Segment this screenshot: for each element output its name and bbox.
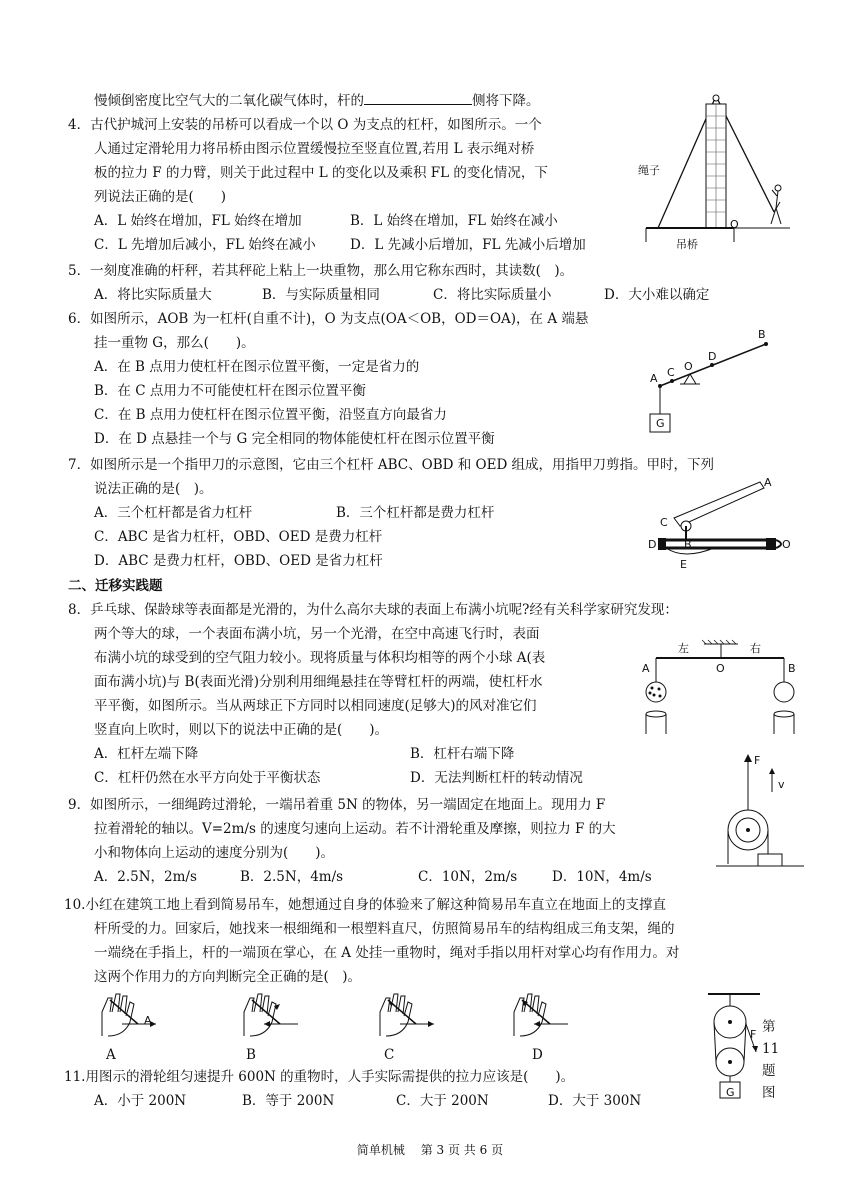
q8-balance-figure bbox=[638, 638, 798, 738]
q9-option-b[interactable]: B．2.5N，4m/s bbox=[240, 869, 344, 885]
q9-option-c[interactable]: C．10N，2m/s bbox=[418, 869, 518, 885]
q10-stem-4: 这两个作用力的方向判断完全正确的是( )。 bbox=[94, 969, 362, 985]
fig-label-right: 右 bbox=[750, 642, 761, 655]
q4-stem-3: 板的拉力 F 的力臂，则关于此过程中 L 的变化以及乘积 FL 的变化情况，下 bbox=[94, 165, 548, 181]
q7-stem-1: 7．如图所示是一个指甲刀的示意图，它由三个杠杆 ABC、OBD 和 OED 组成，用指甲刀剪指。甲时，下列 bbox=[68, 457, 715, 473]
q8-stem-6: 竖直向上吹时，则以下的说法中正确的是( )。 bbox=[94, 722, 389, 738]
q6-option-d[interactable]: D．在 D 点悬挂一个与 G 完全相同的物体能使杠杆在图示位置平衡 bbox=[94, 431, 495, 447]
q9-stem-2: 拉着滑轮的轴以。V=2m/s 的速度匀速向上运动。若不计滑轮重及摩擦，则拉力 F 的大 bbox=[94, 821, 616, 837]
fig-label-left: 左 bbox=[678, 642, 689, 655]
q9-option-d[interactable]: D．10N，4m/s bbox=[552, 869, 652, 885]
section-heading: 二、迁移实践题 bbox=[68, 578, 163, 594]
q7-nail-clipper-figure bbox=[644, 474, 794, 574]
fig-label-b: B bbox=[788, 662, 796, 675]
fig-label-g: G bbox=[726, 1086, 735, 1099]
q4-drawbridge-figure bbox=[636, 92, 796, 252]
fig-label-d: D bbox=[648, 538, 657, 551]
q8-stem-2: 两个等大的球，一个表面布满小坑，另一个光滑，在空中高速飞行时，表面 bbox=[94, 626, 540, 642]
q11-option-d[interactable]: D．大于 300N bbox=[548, 1093, 642, 1109]
q4-option-c[interactable]: C．L 先增加后减小，FL 始终在减小 bbox=[94, 237, 316, 253]
fig-label-c: C bbox=[667, 366, 675, 379]
q11-caption-1: 第 bbox=[762, 1019, 776, 1035]
fig-label-o: O bbox=[716, 662, 725, 675]
fig-label-a: A bbox=[764, 476, 772, 489]
answer-blank[interactable] bbox=[364, 92, 472, 105]
q5-option-d[interactable]: D．大小难以确定 bbox=[604, 287, 710, 303]
q5-stem: 5．一刻度准确的杆秤，若其秤砣上粘上一块重物，那么用它称东西时，其读数( )。 bbox=[68, 263, 574, 279]
q9-stem-1: 9．如图所示，一细绳跨过滑轮，一端吊着重 5N 的物体，另一端固定在地面上。现用力 F bbox=[68, 797, 606, 813]
q6-option-a[interactable]: A．在 B 点用力使杠杆在图示位置平衡，一定是省力的 bbox=[94, 359, 420, 375]
q10-option-c[interactable]: C bbox=[384, 1047, 395, 1063]
q8-option-c[interactable]: C．杠杆仍然在水平方向处于平衡状态 bbox=[94, 770, 321, 786]
fig-label-o: O bbox=[782, 538, 791, 551]
q11-caption-4: 图 bbox=[762, 1085, 776, 1098]
q5-option-c[interactable]: C．将比实际质量小 bbox=[433, 287, 552, 303]
q8-stem-1: 8．乒乓球、保龄球等表面都是光滑的，为什么高尔夫球的表面上布满小坑呢?经有关科学家研究发现： bbox=[68, 602, 678, 618]
q11-stem: 11.用图示的滑轮组匀速提升 600N 的重物时，人手实际需提供的拉力应该是( )。 bbox=[64, 1069, 575, 1085]
q4-option-d[interactable]: D．L 先减小后增加，FL 先减小后增加 bbox=[350, 237, 586, 253]
q8-option-b[interactable]: B．杠杆右端下降 bbox=[410, 746, 515, 762]
q4-stem-4: 列说法正确的是( ) bbox=[94, 189, 227, 205]
continuation-text: 慢倾倒密度比空气大的二氧化碳气体时，杆的 bbox=[94, 93, 364, 109]
q8-stem-3: 布满小坑的球受到的空气阻力较小。现将质量与体积均相等的两个小球 A(表 bbox=[94, 650, 546, 666]
q10-option-b-figure[interactable] bbox=[234, 990, 304, 1040]
q9-stem-3: 小和物体向上运动的速度分别为( )。 bbox=[94, 845, 335, 861]
fig-label-g: G bbox=[656, 417, 665, 430]
fig-label-c: C bbox=[660, 516, 668, 529]
fig-label-a: A bbox=[650, 372, 658, 385]
q7-stem-2: 说法正确的是( )。 bbox=[94, 481, 213, 497]
q6-stem-2: 挂一重物 G，那么( )。 bbox=[94, 335, 255, 351]
page-footer: 简单机械 第 3 页 共 6 页 bbox=[356, 1143, 504, 1157]
q11-option-a[interactable]: A．小于 200N bbox=[94, 1093, 187, 1109]
q11-caption-2: 11 bbox=[762, 1041, 780, 1057]
q4-option-b[interactable]: B．L 始终在增加，FL 始终在减小 bbox=[350, 213, 558, 229]
q10-stem-2: 杆所受的力。回家后，她找来一根细绳和一根塑料直尺，仿照简易吊车的结构组成三角支架，绳的 bbox=[94, 921, 675, 937]
q10-stem-3: 一端绕在手指上，杆的一端顶在掌心，在 A 处挂一重物时，绳对手指以用杆对掌心均有作用力。对 bbox=[94, 945, 680, 961]
fig-label-d: D bbox=[708, 350, 717, 363]
q10-option-b[interactable]: B bbox=[246, 1047, 256, 1063]
fig-label-a: A bbox=[642, 662, 650, 675]
q4-option-a[interactable]: A．L 始终在增加，FL 始终在增加 bbox=[94, 213, 302, 229]
q5-option-b[interactable]: B．与实际质量相同 bbox=[262, 287, 380, 303]
fig-label-e: E bbox=[680, 558, 687, 571]
q7-option-d[interactable]: D．ABC 是费力杠杆，OBD、OED 是省力杠杆 bbox=[94, 553, 383, 569]
fig-label-v: v bbox=[778, 778, 785, 791]
q6-option-c[interactable]: C．在 B 点用力使杠杆在图示位置平衡，沿竖直方向最省力 bbox=[94, 407, 447, 423]
q8-stem-4: 面布满小坑)与 B(表面光滑)分别利用细绳悬挂在等臂杠杆的两端，使杠杆水 bbox=[94, 674, 543, 690]
fig-label-rope: 绳子 bbox=[638, 164, 660, 177]
continuation-end: 侧将下降。 bbox=[472, 93, 540, 109]
q11-caption-3: 题 bbox=[762, 1063, 776, 1079]
q6-stem-1: 6．如图所示，AOB 为一杠杆(自重不计)，O 为支点(OA＜OB，OD＝OA)，在 A 端悬 bbox=[68, 311, 589, 327]
q5-option-a[interactable]: A．将比实际质量大 bbox=[94, 287, 212, 303]
q10-option-d[interactable]: D bbox=[532, 1047, 543, 1063]
q11-option-b[interactable]: B．等于 200N bbox=[242, 1093, 335, 1109]
q6-lever-figure bbox=[640, 326, 780, 440]
fig-label-b: B bbox=[684, 538, 692, 551]
fig-label-bridge: 吊桥 bbox=[676, 238, 698, 251]
q9-option-a[interactable]: A．2.5N，2m/s bbox=[94, 869, 197, 885]
q8-option-a[interactable]: A．杠杆左端下降 bbox=[94, 746, 199, 762]
fig-label-f: F bbox=[750, 1028, 757, 1041]
q10-option-a[interactable]: A bbox=[106, 1047, 116, 1063]
q7-option-b[interactable]: B．三个杠杆都是费力杠杆 bbox=[336, 505, 495, 521]
continuation-line bbox=[94, 92, 540, 110]
q11-pulley-block-figure bbox=[706, 990, 762, 1102]
q4-stem-1: 4．古代护城河上安装的吊桥可以看成一个以 O 为支点的杠杆，如图所示。一个 bbox=[68, 117, 542, 133]
q8-stem-5: 平平衡，如图所示。当从两球正下方同时以相同速度(足够大)的风对准它们 bbox=[94, 698, 537, 714]
q10-option-c-figure[interactable] bbox=[370, 990, 440, 1040]
fig-label-b: B bbox=[758, 328, 766, 341]
q11-option-c[interactable]: C．大于 200N bbox=[396, 1093, 489, 1109]
q10-fig-a-label: A bbox=[144, 1014, 152, 1027]
q4-stem-2: 人通过定滑轮用力将吊桥由图示位置缓慢拉至竖直位置,若用 L 表示绳对桥 bbox=[94, 141, 535, 157]
q8-option-d[interactable]: D．无法判断杠杆的转动情况 bbox=[410, 770, 583, 786]
q7-option-a[interactable]: A．三个杠杆都是省力杠杆 bbox=[94, 505, 253, 521]
q6-option-b[interactable]: B．在 C 点用力不可能使杠杆在图示位置平衡 bbox=[94, 383, 366, 399]
fig-label-f: F bbox=[754, 754, 761, 767]
q9-pulley-figure bbox=[712, 752, 808, 872]
q10-option-d-figure[interactable] bbox=[504, 990, 574, 1040]
fig-label-o: O bbox=[730, 218, 739, 231]
q10-stem-1: 10.小红在建筑工地上看到简易吊车，她想通过自身的体验来了解这种简易吊车直立在地面上的支撑直 bbox=[64, 897, 666, 913]
fig-label-o: O bbox=[684, 360, 693, 373]
q7-option-c[interactable]: C．ABC 是省力杠杆，OBD、OED 是费力杠杆 bbox=[94, 529, 383, 545]
